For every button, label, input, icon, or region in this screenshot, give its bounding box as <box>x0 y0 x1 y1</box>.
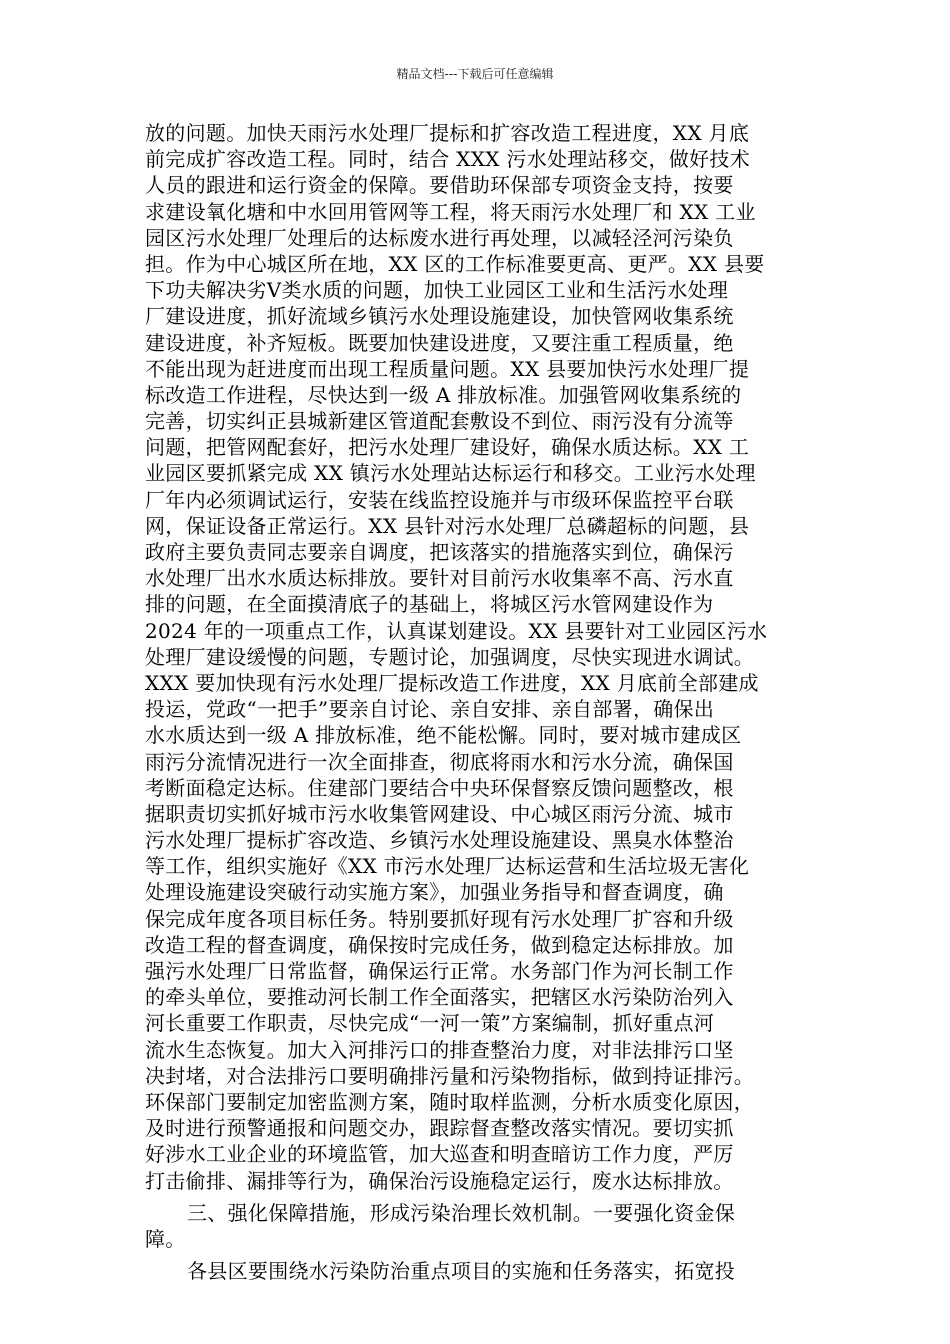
text-line: 处理设施建设突破行动实施方案》，加强业务指导和督查调度，确 <box>145 880 724 905</box>
text-line: 改造工程的督查调度，确保按时完成任务，做到稳定达标排放。加 <box>145 932 734 957</box>
text-line: 完善，切实纠正县城新建区管道配套敷设不到位、雨污没有分流等 <box>145 409 734 434</box>
text-line: 政府主要负责同志要亲自调度，把该落实的措施落实到位，确保污 <box>145 540 734 564</box>
document-body <box>145 120 815 1284</box>
text-line: 水处理厂出水水质达标排放。要针对目前污水收集率不高、污水直 <box>145 566 734 591</box>
text-line: 放的问题。加快天雨污水处理厂提标和扩容改造工程进度，XX 月底 <box>145 121 750 145</box>
text-line: 等工作，组织实施好《XX 市污水处理厂达标运营和生活垃圾无害化 <box>145 854 750 879</box>
text-line: 厂建设进度，抓好流域乡镇污水处理设施建设，加快管网收集系统 <box>145 304 734 329</box>
text-line: 下功夫解决劣Ⅴ类水质的问题，加快工业园区工业和生活污水处理 <box>145 278 729 303</box>
text-line: 业园区要抓紧完成 XX 镇污水处理站达标运行和移交。工业污水处理 <box>145 461 756 486</box>
text-line: 不能出现为赶进度而出现工程质量问题。XX 县要加快污水处理厂提 <box>145 356 750 381</box>
text-line: 考断面稳定达标。住建部门要结合中央环保督察反馈问题整改，根 <box>145 775 734 800</box>
text-line: 污水处理厂提标扩容改造、乡镇污水处理设施建设、黑臭水体整治 <box>145 828 734 853</box>
text-line: 三、强化保障措施，形成污染治理长效机制。一要强化资金保 <box>187 1200 736 1225</box>
text-line: 网，保证设备正常运行。XX 县针对污水处理厂总磷超标的问题，县 <box>145 513 750 538</box>
text-line: 强污水处理厂日常监督，确保运行正常。水务部门作为河长制工作 <box>145 959 734 983</box>
paragraph-funding <box>145 1258 815 1284</box>
text-line: 好涉水工业企业的环境监管，加大巡查和明查暗访工作力度，严厉 <box>145 1142 734 1167</box>
text-line: 园区污水处理厂处理后的达标废水进行再处理，以减轻泾河污染负 <box>145 225 734 250</box>
paragraph-safeguard-measures <box>145 1200 815 1252</box>
text-line: 河长重要工作职责，尽快完成“一河一策”方案编制，抓好重点河 <box>145 1011 715 1036</box>
paragraph-wastewater-treatment <box>145 120 815 1194</box>
text-line: 各县区要围绕水污染防治重点项目的实施和任务落实，拓宽投 <box>187 1259 736 1284</box>
text-line: 雨污分流情况进行一次全面排查，彻底将雨水和污水分流，确保国 <box>145 749 734 774</box>
text-line: 及时进行预警通报和问题交办，跟踪督查整改落实情况。要切实抓 <box>145 1116 734 1141</box>
text-line: 流水生态恢复。加大入河排污口的排查整治力度，对非法排污口坚 <box>145 1037 734 1062</box>
text-line: 保完成年度各项目标任务。特别要抓好现有污水处理厂扩容和升级 <box>145 906 734 931</box>
text-line: 据职责切实抓好城市污水收集管网建设、中心城区雨污分流、城市 <box>145 801 734 826</box>
text-line: 前完成扩容改造工程。同时，结合 XXX 污水处理站移交，做好技术 <box>145 147 751 172</box>
text-line: XXX 要加快现有污水处理厂提标改造工作进度，XX 月底前全部建成 <box>145 670 759 695</box>
text-line: 障。 <box>145 1226 186 1251</box>
page-header: 精品文档---下载后可任意编辑 <box>396 67 554 81</box>
text-line: 决封堵，对合法排污口要明确排污量和污染物指标，做到持证排污。 <box>145 1063 754 1088</box>
text-line: 标改造工作进程，尽快达到一级 A 排放标准。加强管网收集系统的 <box>145 382 742 407</box>
text-line: 打击偷排、漏排等行为，确保治污设施稳定运行，废水达标排放。 <box>145 1168 734 1193</box>
text-line: 投运，党政“一把手”要亲自讨论、亲自安排、亲自部署，确保出 <box>145 697 715 722</box>
text-line: 建设进度，补齐短板。既要加快建设进度，又要注重工程质量，绝 <box>145 330 734 355</box>
text-line: 2024 年的一项重点工作，认真谋划建设。XX 县要针对工业园区污水 <box>145 618 768 643</box>
text-line: 问题，把管网配套好，把污水处理厂建设好，确保水质达标。XX 工 <box>145 435 750 460</box>
text-line: 人员的跟进和运行资金的保障。要借助环保部专项资金支持，按要 <box>145 173 734 198</box>
text-line: 处理厂建设缓慢的问题，专题讨论，加强调度，尽快实现进水调试。 <box>145 644 754 669</box>
text-line: 环保部门要制定加密监测方案，随时取样监测，分析水质变化原因， <box>145 1089 754 1114</box>
text-line: 水水质达到一级 A 排放标准，绝不能松懈。同时，要对城市建成区 <box>145 723 742 748</box>
text-line: 厂年内必须调试运行，安装在线监控设施并与市级环保监控平台联 <box>145 487 734 512</box>
text-line: 的牵头单位，要推动河长制工作全面落实，把辖区水污染防治列入 <box>145 985 734 1010</box>
text-line: 排的问题，在全面摸清底子的基础上，将城区污水管网建设作为 <box>145 592 714 617</box>
text-line: 求建设氧化塘和中水回用管网等工程，将天雨污水处理厂和 XX 工业 <box>145 199 756 224</box>
text-line: 担。作为中心城区所在地，XX 区的工作标准要更高、更严。XX 县要 <box>145 251 765 276</box>
